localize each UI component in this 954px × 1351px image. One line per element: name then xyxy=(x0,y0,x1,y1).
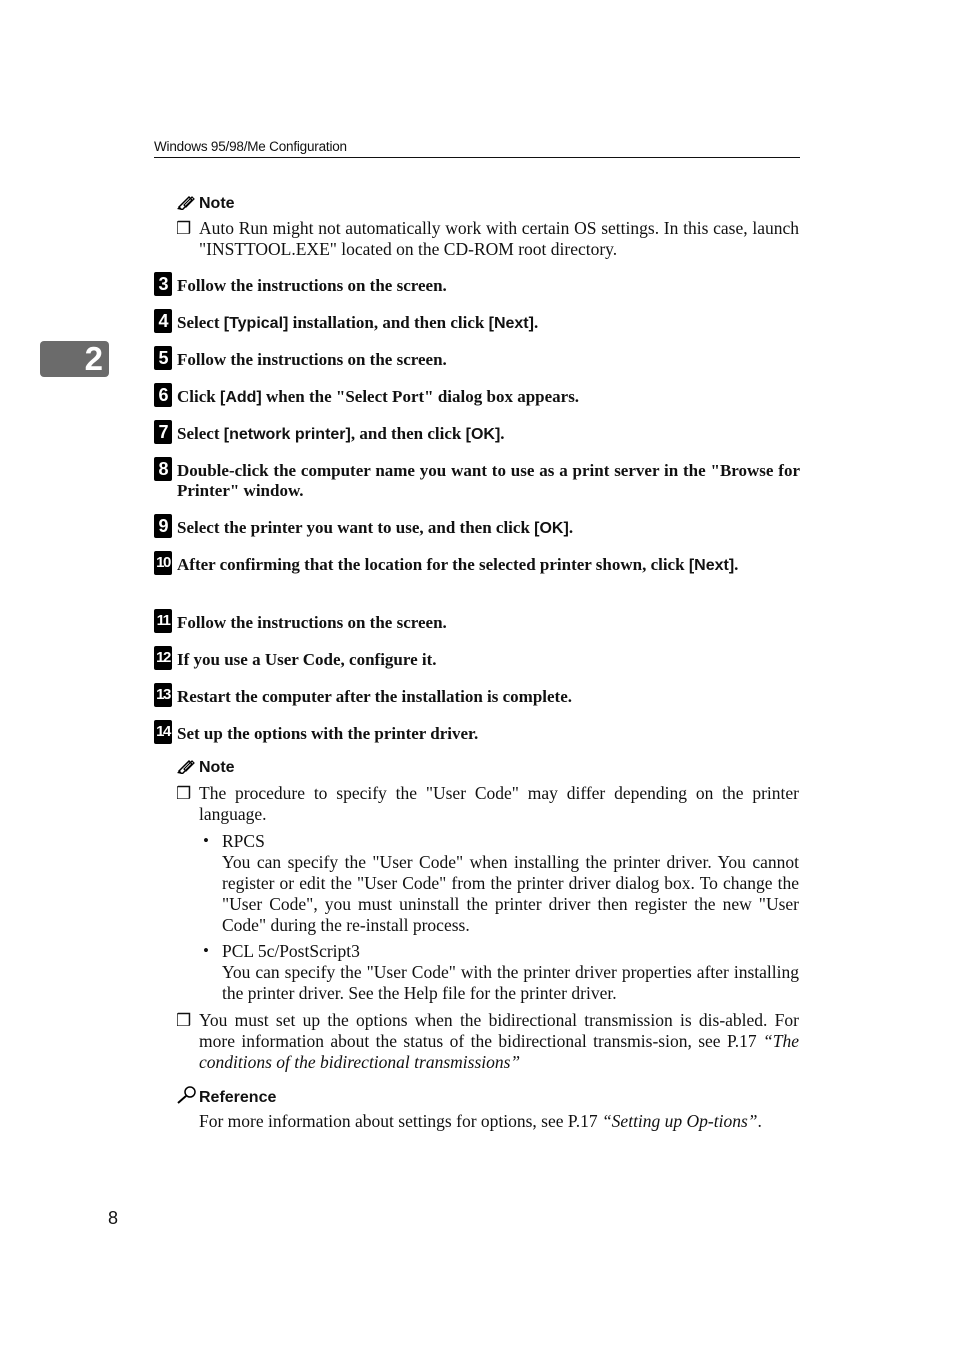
step-text: Select [network printer], and then click [OK]. xyxy=(177,424,505,443)
note-heading xyxy=(176,758,235,777)
step-number: 9 xyxy=(154,514,172,538)
ok-button-ref: [OK] xyxy=(465,426,501,443)
next-button-ref: [Next] xyxy=(688,557,735,574)
checkbox-icon: ❒ xyxy=(176,219,192,238)
reference-text: For more information about settings for options, see P.17 “Setting up Op-tions”. xyxy=(199,1111,762,1131)
step-6 xyxy=(154,387,800,408)
step-text: Click [Add] when the "Select Port" dialog box appears. xyxy=(177,387,580,406)
page-number: 8 xyxy=(108,1208,119,1228)
step-text: After confirming that the location for the selected printer shown, click [Next]. xyxy=(177,555,739,574)
step-4 xyxy=(154,313,800,334)
pencil-icon xyxy=(176,194,196,210)
reference-heading xyxy=(176,1086,276,1107)
step-3 xyxy=(154,276,800,296)
chapter-tab xyxy=(40,341,109,377)
step-14 xyxy=(154,724,800,744)
step-text: Follow the instructions on the screen. xyxy=(177,613,447,632)
note-label: Note xyxy=(199,195,235,212)
step-text: Select the printer you want to use, and then click [OK]. xyxy=(177,518,574,537)
cross-reference-link[interactable]: “Setting up Op-tions” xyxy=(601,1111,758,1131)
step-text: Restart the computer after the installation is complete. xyxy=(177,687,573,706)
next-button-ref: [Next] xyxy=(488,315,534,332)
step-9 xyxy=(154,518,800,539)
note-label: Note xyxy=(199,759,235,776)
network-printer-ref: [network printer] xyxy=(223,426,351,443)
step-12 xyxy=(154,650,800,670)
bullet-text: You can specify the "User Code" with the printer driver properties after installing the printer driver. See the Help file for the printer driver. xyxy=(222,962,799,1003)
step-7 xyxy=(154,424,800,445)
bullet-title: PCL 5c/PostScript3 xyxy=(222,941,360,961)
step-text: Follow the instructions on the screen. xyxy=(177,276,447,295)
ok-button-ref: [OK] xyxy=(534,520,569,537)
step-10 xyxy=(154,555,800,576)
reference-label: Reference xyxy=(199,1089,277,1106)
bullet-title: RPCS xyxy=(222,831,265,851)
step-number: 8 xyxy=(154,457,172,481)
step-number: 12 xyxy=(154,646,172,670)
step-number: 7 xyxy=(154,420,172,444)
step-number: 4 xyxy=(154,309,172,333)
step-number: 14 xyxy=(154,720,172,744)
typical-button-ref: [Typical] xyxy=(223,315,289,332)
magnifier-icon xyxy=(176,1086,198,1104)
step-13 xyxy=(154,687,800,707)
checkbox-icon: ❒ xyxy=(176,1011,192,1030)
pencil-icon xyxy=(176,758,196,774)
cross-reference-link[interactable]: “The conditions of the bidirectional transmissions” xyxy=(199,1031,799,1072)
step-number: 3 xyxy=(154,272,172,296)
step-number: 10 xyxy=(154,551,172,575)
step-text: If you use a User Code, configure it. xyxy=(177,650,437,669)
bullet-pcl xyxy=(222,941,799,1004)
step-text: Double-click the computer name you want to use as a print server in the "Browse for Printer" window. xyxy=(177,461,800,500)
running-header: Windows 95/98/Me Configuration xyxy=(154,139,800,158)
note-item: The procedure to specify the "User Code" may differ depending on the printer language. xyxy=(199,783,799,824)
step-number: 6 xyxy=(154,383,172,407)
bullet-icon: • xyxy=(203,831,209,850)
note-item: You must set up the options when the bidirectional transmission is dis-abled. For more information about the status of the bidirectional transmis-sion, see P.17 “The conditions of the bidirectional transmissions” xyxy=(199,1010,799,1072)
step-number: 11 xyxy=(154,609,172,633)
note-heading xyxy=(176,194,235,213)
chapter-number: 2 xyxy=(84,340,103,377)
bullet-icon: • xyxy=(203,941,209,960)
note-item: Auto Run might not automatically work with certain OS settings. In this case, launch "INSTTOOL.EXE" located on the CD-ROM root directory. xyxy=(199,218,799,259)
step-number: 5 xyxy=(154,346,172,370)
add-button-ref: [Add] xyxy=(219,389,262,406)
step-11 xyxy=(154,613,800,633)
step-8 xyxy=(154,461,800,501)
step-text: Select [Typical] installation, and then click [Next]. xyxy=(177,313,539,332)
step-5 xyxy=(154,350,800,370)
bullet-text: You can specify the "User Code" when installing the printer driver. You cannot register or edit the "User Code" from the printer driver dialog box. To change the "User Code", you must uninstall the printer driver then register the new "User Code" during the re-install process. xyxy=(222,852,799,935)
checkbox-icon: ❒ xyxy=(176,784,192,803)
step-text: Set up the options with the printer driver. xyxy=(177,724,479,743)
step-number: 13 xyxy=(154,683,172,707)
step-text: Follow the instructions on the screen. xyxy=(177,350,447,369)
bullet-rpcs xyxy=(222,831,799,936)
